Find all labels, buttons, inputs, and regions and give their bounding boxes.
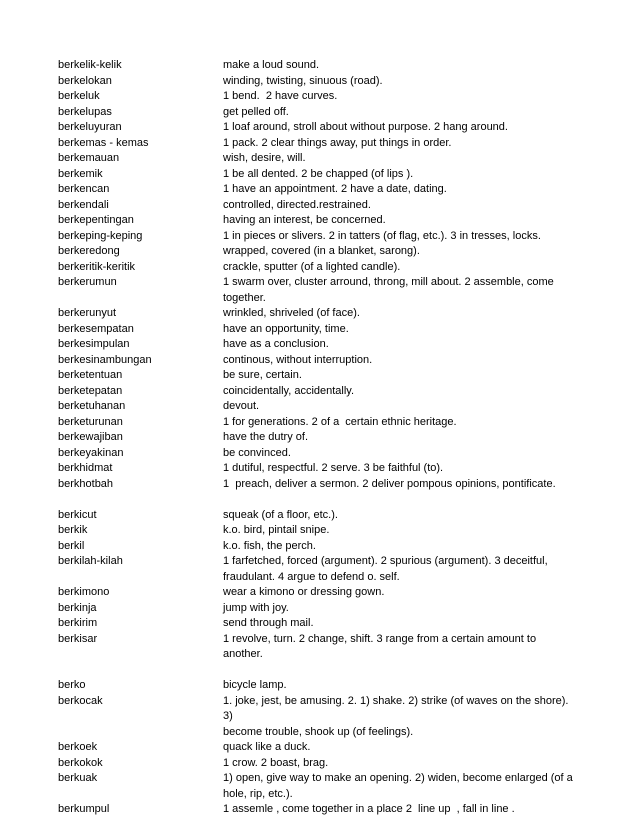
entry-definition: quack like a duck.: [223, 741, 311, 753]
dictionary-entry: [58, 399, 578, 415]
entry-definition: 1 preach, deliver a sermon. 2 deliver pompous opinions, pontificate.: [223, 477, 556, 490]
dictionary-entry: [58, 539, 578, 555]
dictionary-entry: [58, 585, 578, 601]
entry-definition: 1 be all dented. 2 be chapped (of lips ).: [223, 167, 414, 180]
dictionary-entry: [58, 802, 578, 818]
entry-word: berkewajiban: [58, 431, 123, 443]
entry-word: berkelupas: [58, 105, 112, 118]
entry-word: berkesempatan: [58, 322, 134, 335]
entry-definition: devout.: [223, 400, 260, 412]
entry-definition: coincidentally, accidentally.: [223, 384, 355, 397]
dictionary-entry: [58, 771, 578, 802]
entry-word: berkepentingan: [58, 214, 134, 226]
dictionary-entry: [58, 260, 578, 276]
entry-definition: 1 farfetched, forced (argument). 2 spurious (argument). 3 deceitful, fraudulant. 4 argue to defend o. self.: [223, 555, 548, 583]
entry-definition: 1 dutiful, respectful. 2 serve. 3 be faithful (to).: [223, 462, 444, 474]
entry-definition: have the dutry of.: [223, 431, 308, 443]
dictionary-entry: [58, 740, 578, 756]
dictionary-entry: [58, 105, 578, 121]
entry-definition: be convinced.: [223, 446, 291, 459]
entry-word: berko: [58, 679, 86, 691]
entry-definition: jump with joy.: [223, 601, 289, 614]
dictionary-list: [58, 58, 578, 818]
entry-gap: [58, 492, 578, 508]
dictionary-entry: [58, 523, 578, 539]
entry-definition: 1 loaf around, stroll about without purpose. 2 hang around.: [223, 121, 508, 133]
entry-word: berketepatan: [58, 384, 123, 397]
dictionary-entry: [58, 446, 578, 462]
dictionary-entry: [58, 694, 578, 741]
entry-definition: 1 swarm over, cluster arround, throng, mill about. 2 assemble, come together.: [223, 276, 554, 304]
dictionary-entry: [58, 151, 578, 167]
entry-definition: make a loud sound.: [223, 59, 320, 71]
entry-definition: have as a conclusion.: [223, 338, 329, 350]
dictionary-entry: [58, 275, 578, 306]
dictionary-entry: [58, 306, 578, 322]
entry-word: berkerumun: [58, 276, 117, 288]
entry-definition: 1 pack. 2 clear things away, put things in order.: [223, 136, 452, 149]
dictionary-entry: [58, 337, 578, 353]
entry-definition: 1 assemle , come together in a place 2 line up , fall in line .: [223, 803, 515, 815]
dictionary-entry: [58, 616, 578, 632]
entry-definition: crackle, sputter (of a lighted candle).: [223, 260, 401, 273]
dictionary-entry: [58, 601, 578, 617]
entry-word: berkeyakinan: [58, 446, 124, 459]
entry-definition: wrinkled, shriveled (of face).: [223, 307, 360, 319]
entry-definition: 1. joke, jest, be amusing. 2. 1) shake. 2) strike (of waves on the shore). 3) become trouble, shook up (of feelings).: [223, 694, 569, 738]
entry-definition: 1 in pieces or slivers. 2 in tatters (of flag, etc.). 3 in tresses, locks.: [223, 229, 541, 242]
dictionary-entry: [58, 477, 578, 493]
dictionary-entry: [58, 58, 578, 74]
entry-word: berkil: [58, 539, 85, 552]
entry-definition: controlled, directed.restrained.: [223, 198, 371, 211]
entry-word: berkendali: [58, 198, 109, 211]
dictionary-entry: [58, 322, 578, 338]
dictionary-entry: [58, 74, 578, 90]
dictionary-entry: [58, 678, 578, 694]
entry-definition: k.o. fish, the perch.: [223, 539, 316, 552]
entry-word: berkelokan: [58, 74, 112, 87]
entry-word: berkelik-kelik: [58, 59, 122, 71]
entry-definition: 1 bend. 2 have curves.: [223, 90, 338, 102]
entry-word: berkeritik-keritik: [58, 260, 136, 273]
entry-word: berkeping-keping: [58, 229, 143, 242]
entry-definition: k.o. bird, pintail snipe.: [223, 524, 330, 536]
entry-word: berkirim: [58, 617, 98, 629]
dictionary-entry: [58, 508, 578, 524]
entry-word: berkhotbah: [58, 477, 114, 490]
entry-definition: bicycle lamp.: [223, 679, 287, 691]
entry-definition: 1 revolve, turn. 2 change, shift. 3 range from a certain amount to another.: [223, 632, 540, 660]
dictionary-entry: [58, 430, 578, 446]
entry-word: berkumpul: [58, 803, 110, 815]
entry-word: berkesinambungan: [58, 353, 152, 366]
entry-word: berkilah-kilah: [58, 555, 123, 567]
entry-definition: 1) open, give way to make an opening. 2) widen, become enlarged (of a hole, rip, etc.).: [223, 772, 573, 800]
entry-word: berkocak: [58, 694, 103, 707]
entry-definition: send through mail.: [223, 617, 314, 629]
dictionary-entry: [58, 368, 578, 384]
dictionary-entry: [58, 353, 578, 369]
dictionary-entry: [58, 554, 578, 585]
entry-word: berkicut: [58, 508, 97, 521]
entry-definition: wear a kimono or dressing gown.: [223, 586, 385, 598]
entry-word: berkencan: [58, 183, 110, 195]
dictionary-entry: [58, 120, 578, 136]
entry-word: berketurunan: [58, 415, 123, 428]
entry-word: berkemas - kemas: [58, 136, 149, 149]
entry-definition: continous, without interruption.: [223, 353, 373, 366]
entry-word: berkokok: [58, 756, 103, 769]
entry-word: berkinja: [58, 601, 97, 614]
entry-definition: have an opportunity, time.: [223, 322, 349, 335]
entry-definition: get pelled off.: [223, 105, 289, 118]
entry-word: berkemauan: [58, 152, 120, 164]
entry-word: berkerunyut: [58, 307, 117, 319]
dictionary-entry: [58, 461, 578, 477]
entry-word: berkuak: [58, 772, 98, 784]
dictionary-entry: [58, 89, 578, 105]
dictionary-entry: [58, 384, 578, 400]
entry-definition: 1 have an appointment. 2 have a date, dating.: [223, 183, 447, 195]
entry-definition: squeak (of a floor, etc.).: [223, 508, 338, 521]
entry-definition: wish, desire, will.: [223, 152, 306, 164]
dictionary-entry: [58, 136, 578, 152]
entry-word: berkimono: [58, 586, 110, 598]
entry-word: berkesimpulan: [58, 338, 130, 350]
entry-definition: 1 for generations. 2 of a certain ethnic heritage.: [223, 415, 457, 428]
dictionary-entry: [58, 756, 578, 772]
entry-definition: wrapped, covered (in a blanket, sarong).: [223, 245, 420, 257]
entry-word: berkemik: [58, 167, 103, 180]
dictionary-entry: [58, 213, 578, 229]
dictionary-entry: [58, 632, 578, 663]
entry-word: berkik: [58, 524, 88, 536]
entry-word: berkisar: [58, 632, 98, 645]
dictionary-entry: [58, 415, 578, 431]
entry-word: berkhidmat: [58, 462, 113, 474]
entry-word: berketentuan: [58, 369, 123, 381]
entry-gap: [58, 663, 578, 679]
dictionary-entry: [58, 198, 578, 214]
dictionary-entry: [58, 229, 578, 245]
entry-definition: be sure, certain.: [223, 369, 302, 381]
dictionary-entry: [58, 167, 578, 183]
entry-word: berkeredong: [58, 245, 120, 257]
entry-definition: having an interest, be concerned.: [223, 214, 386, 226]
dictionary-entry: [58, 244, 578, 260]
dictionary-entry: [58, 182, 578, 198]
entry-definition: winding, twisting, sinuous (road).: [223, 74, 383, 87]
entry-word: berkoek: [58, 741, 98, 753]
entry-word: berkeluyuran: [58, 121, 122, 133]
entry-definition: 1 crow. 2 boast, brag.: [223, 756, 329, 769]
entry-word: berketuhanan: [58, 400, 126, 412]
entry-word: berkeluk: [58, 90, 100, 102]
